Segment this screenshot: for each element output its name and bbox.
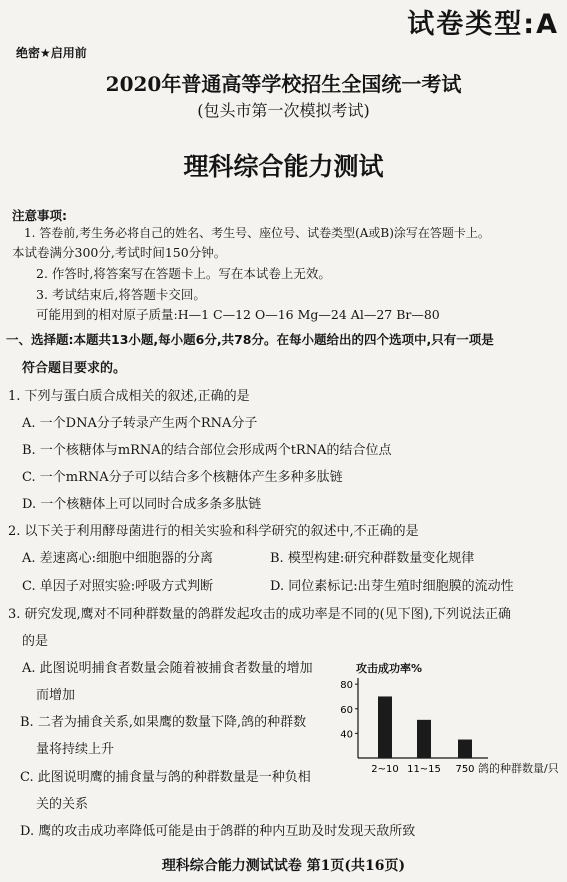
q2-stem: 2. 以下关于利用酵母菌进行的相关实验和科学研究的叙述中,不正确的是 bbox=[8, 524, 419, 539]
chart-bar-2 bbox=[417, 720, 431, 758]
q2-option-d: D. 同位素标记:出芽生殖时细胞膜的流动性 bbox=[270, 579, 514, 594]
exam-subtitle: (包头市第一次模拟考试) bbox=[197, 101, 370, 120]
attack-success-chart bbox=[338, 658, 567, 782]
chart-xtick-label: 2~10 bbox=[371, 764, 399, 775]
q3-option-a-cont: 而增加 bbox=[36, 688, 76, 703]
q3-option-c-cont: 关的关系 bbox=[36, 797, 89, 812]
chart-ytick-label: 60 bbox=[340, 704, 353, 716]
q1-option-b: B. 一个核糖体与mRNA的结合部位会形成两个tRNA的结合位点 bbox=[22, 443, 392, 458]
q3-option-b: B. 二者为捕食关系,如果鹰的数量下降,鸽的种群数 bbox=[20, 715, 307, 730]
q3-option-a: A. 此图说明捕食者数量会随着被捕食者数量的增加 bbox=[22, 661, 313, 676]
chart-ytick-label: 40 bbox=[340, 729, 353, 741]
q2-option-b: B. 模型构建:研究种群数量变化规律 bbox=[270, 551, 475, 566]
q1-option-c: C. 一个mRNA分子可以结合多个核糖体产生多种多肽链 bbox=[22, 470, 343, 485]
chart-bar-3 bbox=[458, 740, 472, 758]
chart-ylabel: 攻击成功率% bbox=[356, 662, 423, 675]
section-1-heading-cont: 符合题目要求的。 bbox=[22, 361, 127, 376]
exam-type-label: 试卷类型:A bbox=[407, 9, 559, 40]
q3-option-d: D. 鹰的攻击成功率降低可能是由于鸽群的种内互助及时发现天敌所致 bbox=[20, 824, 416, 839]
q3-stem: 3. 研究发现,鹰对不同种群数量的鸽群发起攻击的成功率是不同的(见下图),下列说法正确 bbox=[8, 607, 511, 622]
subject-title: 理科综合能力测试 bbox=[183, 152, 384, 181]
chart-xlabel: 鸽的种群数量/只 bbox=[478, 762, 559, 775]
chart-xtick-label: 11~15 bbox=[407, 764, 441, 775]
chart-xtick-label: 750 bbox=[455, 764, 475, 775]
notes-line-1: 1. 答卷前,考生务必将自己的姓名、考生号、座位号、试卷类型(A或B)涂写在答题卡上。 bbox=[24, 226, 490, 240]
notes-atomic-mass: 可能用到的相对原子质量:H—1 C—12 O—16 Mg—24 Al—27 Br—80 bbox=[36, 307, 440, 322]
notes-line-2: 2. 作答时,将答案写在答题卡上。写在本试卷上无效。 bbox=[36, 266, 331, 281]
confidential-note: 绝密★启用前 bbox=[16, 46, 87, 60]
q1-option-a: A. 一个DNA分子转录产生两个RNA分子 bbox=[22, 416, 258, 431]
section-1-heading: 一、选择题:本题共13小题,每小题6分,共78分。在每小题给出的四个选项中,只有一项是 bbox=[6, 332, 494, 347]
q2-option-c: C. 单因子对照实验:呼吸方式判断 bbox=[22, 579, 214, 594]
q3-option-b-cont: 量将持续上升 bbox=[36, 742, 115, 757]
page-footer: 理科综合能力测试试卷 第1页(共16页) bbox=[161, 858, 406, 874]
q3-stem-cont: 的是 bbox=[22, 634, 49, 649]
q3-option-c: C. 此图说明鹰的捕食量与鸽的种群数量是一种负相 bbox=[20, 770, 311, 785]
chart-ytick-label: 80 bbox=[340, 680, 353, 692]
notes-heading: 注意事项: bbox=[12, 208, 67, 223]
q1-option-d: D. 一个核糖体上可以同时合成多条多肽链 bbox=[22, 497, 262, 512]
notes-line-1b: 本试卷满分300分,考试时间150分钟。 bbox=[12, 245, 227, 260]
chart-bar-1 bbox=[378, 696, 392, 758]
exam-title: 2020年普通高等学校招生全国统一考试 bbox=[105, 72, 462, 96]
q1-stem: 1. 下列与蛋白质合成相关的叙述,正确的是 bbox=[8, 389, 250, 404]
q2-option-a: A. 差速离心:细胞中细胞器的分离 bbox=[22, 551, 214, 566]
notes-line-3: 3. 考试结束后,将答题卡交回。 bbox=[36, 287, 206, 302]
